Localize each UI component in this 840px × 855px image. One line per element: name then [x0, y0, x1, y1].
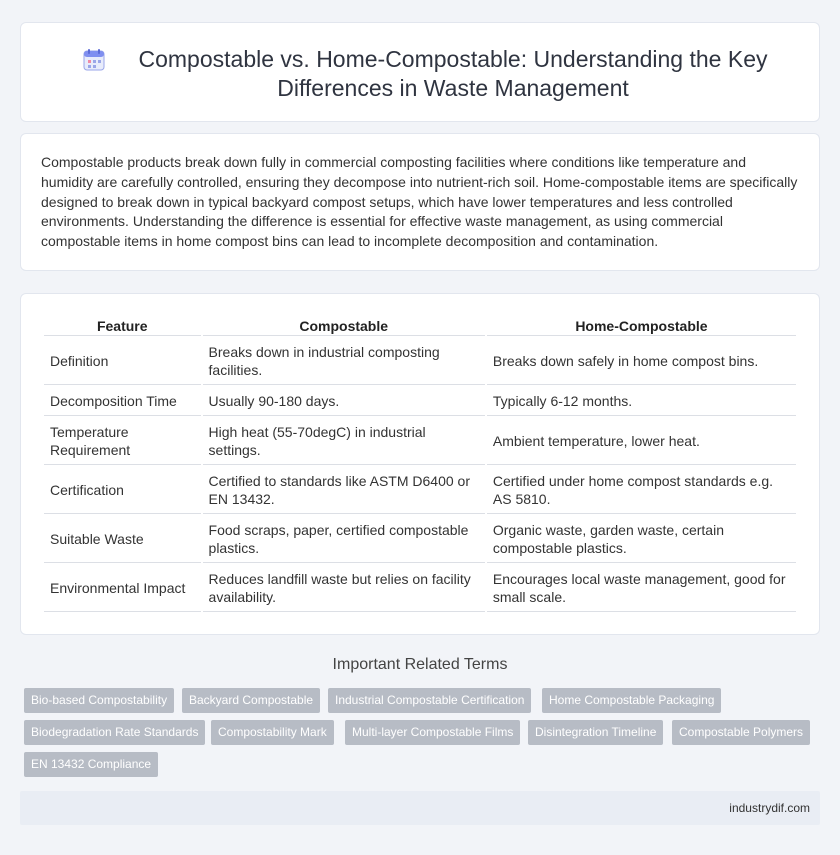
cell-feature: Temperature Requirement — [44, 418, 201, 465]
term-tag[interactable]: Industrial Compostable Certification — [328, 688, 531, 713]
cell-home-compostable: Encourages local waste management, good for small scale. — [487, 565, 796, 612]
term-tag[interactable]: Compostable Polymers — [672, 720, 810, 745]
comparison-table — [42, 313, 798, 614]
related-terms-title: Important Related Terms — [332, 656, 508, 673]
title-row — [81, 45, 779, 103]
cell-feature: Certification — [44, 467, 201, 514]
cell-compostable: High heat (55-70degC) in industrial settings. — [203, 418, 485, 465]
term-tag[interactable]: Backyard Compostable — [182, 688, 320, 713]
term-tag[interactable]: Compostability Mark — [211, 720, 334, 745]
cell-home-compostable: Organic waste, garden waste, certain compostable plastics. — [487, 516, 796, 563]
footer — [20, 791, 820, 825]
comparison-card — [20, 293, 820, 635]
table-row — [44, 467, 796, 514]
term-tag[interactable]: Multi-layer Compostable Films — [345, 720, 520, 745]
cell-feature: Decomposition Time — [44, 387, 201, 416]
header-card — [20, 22, 820, 122]
term-tag[interactable]: Biodegradation Rate Standards — [24, 720, 205, 745]
table-row — [44, 387, 796, 416]
table-row — [44, 418, 796, 465]
header-home-compostable: Home-Compostable — [487, 315, 796, 336]
page-title: Compostable vs. Home-Compostable: Understanding the Key Differences in Waste Management — [138, 46, 768, 101]
intro-paragraph: Compostable products break down fully in commercial composting facilities where conditions like temperature and humidity are carefully controlled, ensuring they decompose into nutrient-rich soil. Home-compostable items are specifically designed to break down in typical backyard compost setups, which have lower temperatures and less controlled environments. Understanding the difference is essential for effective waste management, as using commercial compostable items in home compost bins can lead to incomplete decomposition and contamination. — [41, 154, 798, 250]
term-tag[interactable]: Disintegration Timeline — [528, 720, 663, 745]
term-tag[interactable]: Bio-based Compostability — [24, 688, 174, 713]
table-row — [44, 338, 796, 385]
term-tag[interactable]: EN 13432 Compliance — [24, 752, 158, 777]
cell-compostable: Breaks down in industrial composting facilities. — [203, 338, 485, 385]
cell-home-compostable: Typically 6-12 months. — [487, 387, 796, 416]
cell-compostable: Certified to standards like ASTM D6400 or EN 13432. — [203, 467, 485, 514]
cell-feature: Environmental Impact — [44, 565, 201, 612]
table-row — [44, 516, 796, 563]
cell-home-compostable: Breaks down safely in home compost bins. — [487, 338, 796, 385]
cell-feature: Definition — [44, 338, 201, 385]
table-row — [44, 565, 796, 612]
header-compostable: Compostable — [203, 315, 485, 336]
cell-compostable: Reduces landfill waste but relies on facility availability. — [203, 565, 485, 612]
table-header-row — [44, 315, 796, 336]
cell-feature: Suitable Waste — [44, 516, 201, 563]
calendar-icon — [81, 47, 107, 73]
cell-home-compostable: Certified under home compost standards e.g. AS 5810. — [487, 467, 796, 514]
footer-site[interactable]: industrydif.com — [729, 801, 810, 815]
header-feature: Feature — [44, 315, 201, 336]
cell-home-compostable: Ambient temperature, lower heat. — [487, 418, 796, 465]
cell-compostable: Usually 90-180 days. — [203, 387, 485, 416]
term-tag[interactable]: Home Compostable Packaging — [542, 688, 721, 713]
intro-card — [20, 133, 820, 271]
cell-compostable: Food scraps, paper, certified compostable plastics. — [203, 516, 485, 563]
